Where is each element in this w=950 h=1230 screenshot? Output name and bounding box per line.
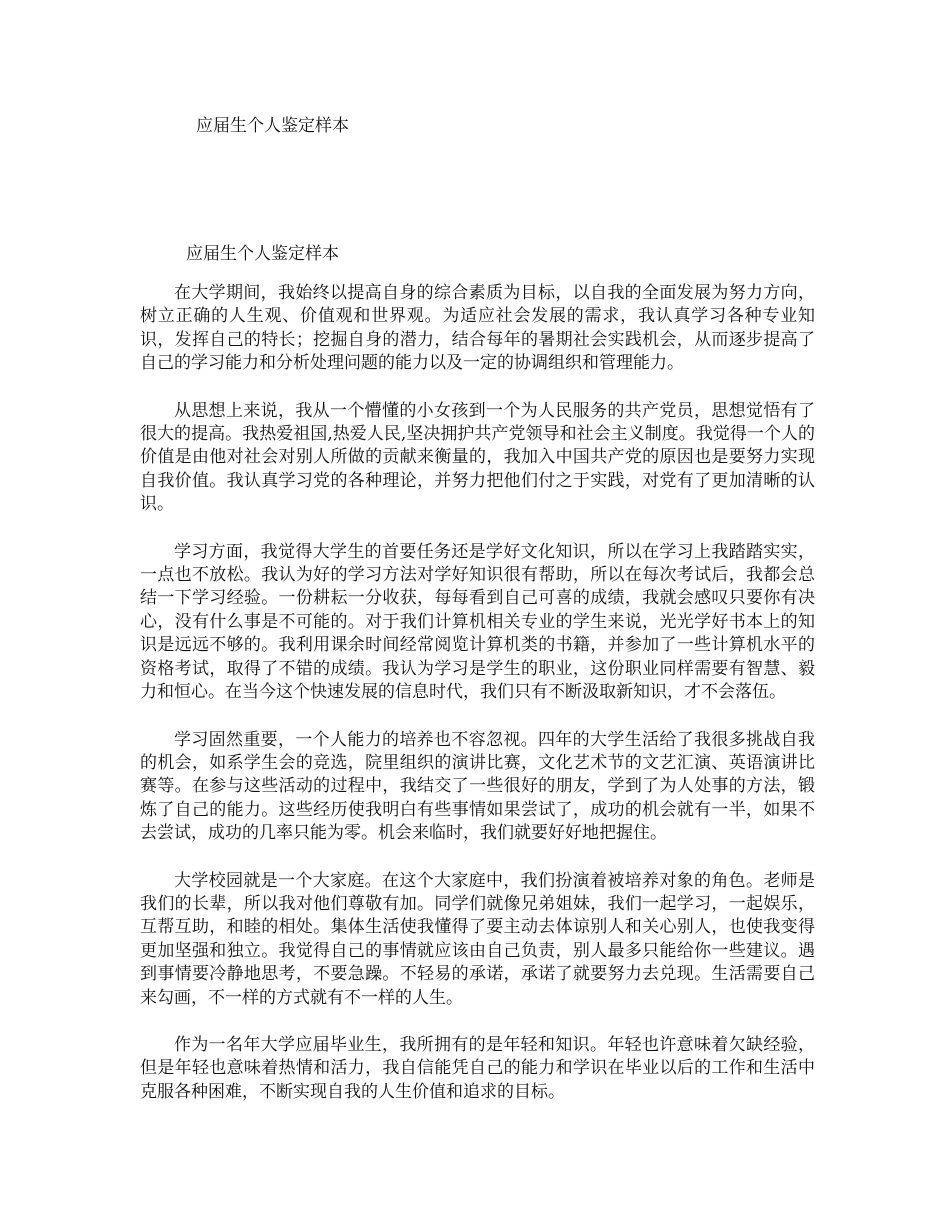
paragraph-5: 大学校园就是一个大家庭。在这个大家庭中，我们扮演着被培养对象的角色。老师是我们的长辈，所以我对他们尊敬有加。同学们就像兄弟姐妹，我们一起学习，一起娱乐，互帮互助，和睦的相处。集体生活使我懂得了要主动去体谅别人和关心别人，也使我变得更加坚强和独立。我觉得自己的事情就应该由自己负责，别人最多只能给你一些建议。遇到事情要冷静地思考，不要急躁。不轻易的承诺，承诺了就要努力去兑现。生活需要自己来勾画，不一样的方式就有不一样的人生。 [140,870,815,1008]
page-header-title: 应届生个人鉴定样本 [196,116,349,136]
document-title: 应届生个人鉴定样本 [186,244,339,264]
paragraph-6: 作为一名年大学应届毕业生，我所拥有的是年轻和知识。年轻也许意味着欠缺经验，但是年轻也意味着热情和活力，我自信能凭自己的能力和学识在毕业以后的工作和生活中克服各种困难，不断实现自我的人生价值和追求的目标。 [140,1034,815,1102]
paragraph-4: 学习固然重要，一个人能力的培养也不容忽视。四年的大学生活给了我很多挑战自我的机会，如系学生会的竞选，院里组织的演讲比赛，文化艺术节的文艺汇演、英语演讲比赛等。在参与这些活动的过程中，我结交了一些很好的朋友，学到了为人处事的方法，锻炼了自己的能力。这些经历使我明白有些事情如果尝试了，成功的机会就有一半，如果不去尝试，成功的几率只能为零。机会来临时，我们就要好好地把握住。 [140,729,815,844]
document-body [140,282,815,1128]
paragraph-3: 学习方面，我觉得大学生的首要任务还是学好文化知识，所以在学习上我踏踏实实，一点也不放松。我认为好的学习方法对学好知识很有帮助，所以在每次考试后，我都会总结一下学习经验。一份耕耘一分收获，每每看到自己可喜的成绩，我就会感叹只要你有决心，没有什么事是不可能的。对于我们计算机相关专业的学生来说，光光学好书本上的知识是远远不够的。我利用课余时间经常阅览计算机类的书籍，并参加了一些计算机水平的资格考试，取得了不错的成绩。我认为学习是学生的职业，这份职业同样需要有智慧、毅力和恒心。在当今这个快速发展的信息时代，我们只有不断汲取新知识，才不会落伍。 [140,541,815,703]
paragraph-1: 在大学期间，我始终以提高自身的综合素质为目标，以自我的全面发展为努力方向，树立正确的人生观、价值观和世界观。为适应社会发展的需求，我认真学习各种专业知识，发挥自己的特长；挖掘自身的潜力，结合每年的暑期社会实践机会，从而逐步提高了自己的学习能力和分析处理问题的能力以及一定的协调组织和管理能力。 [140,283,815,374]
paragraph-2: 从思想上来说，我从一个懵懂的小女孩到一个为人民服务的共产党员，思想觉悟有了很大的提高。我热爱祖国,热爱人民,坚决拥护共产党领导和社会主义制度。我觉得一个人的价值是由他对社会对别人所做的贡献来衡量的，我加入中国共产党的原因也是要努力实现自我价值。我认真学习党的各种理论，并努力把他们付之于实践，对党有了更加清晰的认识。 [140,400,815,515]
